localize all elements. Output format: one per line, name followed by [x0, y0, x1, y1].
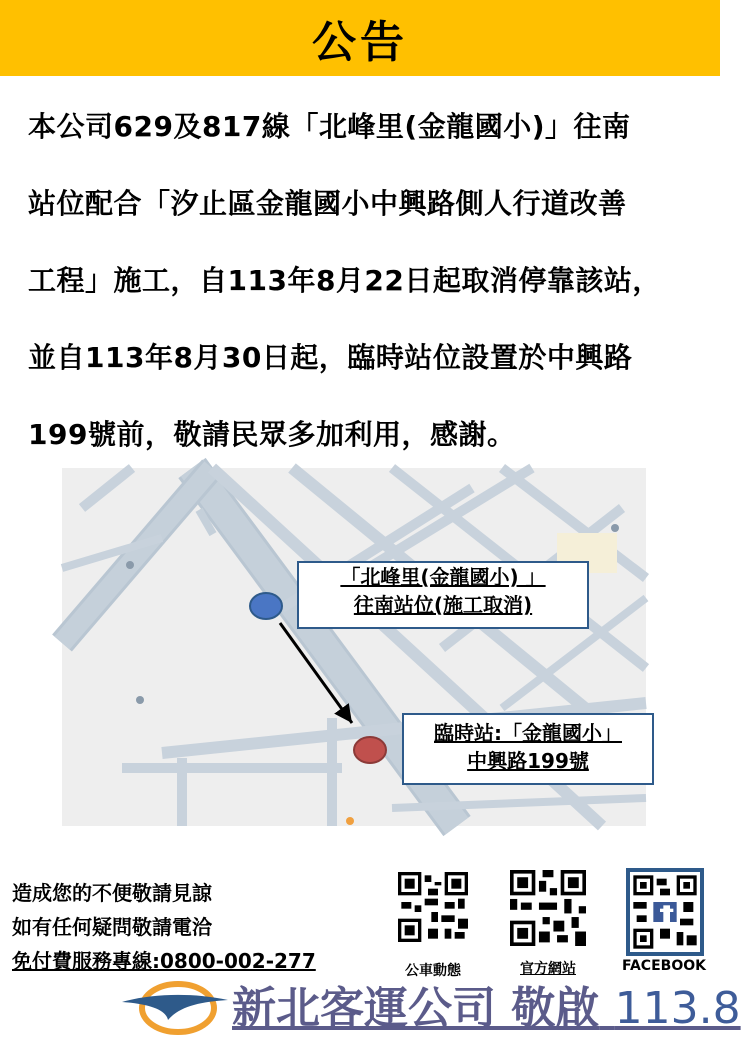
- notice-line: 本公司629及817線「北峰里(金龍國小)」往南: [28, 110, 631, 143]
- hotline-text: 免付費服務專線:0800-002-277: [12, 949, 316, 973]
- qr-code-icon[interactable]: [398, 868, 468, 946]
- apology-text: 造成您的不便敬請見諒: [12, 881, 212, 905]
- poi-icon: [346, 817, 354, 825]
- notice-line: 199號前，敬請民眾多加利用，感謝。: [28, 418, 516, 451]
- temporary-stop-marker: [354, 737, 386, 763]
- qr-code-icon: [630, 872, 700, 952]
- company-logo-icon: [120, 980, 230, 1036]
- cancelled-stop-callout: [297, 561, 589, 629]
- notice-date: 113.8: [614, 983, 741, 1034]
- callout-line: 中興路199號: [467, 749, 589, 773]
- temporary-stop-callout: [402, 713, 654, 785]
- contact-info: [12, 876, 316, 978]
- qr-label-facebook: FACEBOOK: [622, 958, 706, 974]
- callout-line: 「北峰里(金龍國小) 」: [340, 565, 546, 589]
- cancelled-stop-marker: [250, 593, 282, 619]
- callout-line: 往南站位(施工取消): [353, 593, 533, 617]
- poi-icon: [136, 696, 144, 704]
- notice-line: 並自113年8月30日起，臨時站位設置於中興路: [28, 341, 633, 374]
- company-signoff: [232, 982, 741, 1036]
- facebook-qr-frame[interactable]: [626, 868, 704, 956]
- qr-label-bus-status: 公車動態: [405, 963, 461, 979]
- notice-line: 站位配合「汐止區金龍國小中興路側人行道改善: [28, 187, 627, 220]
- company-name: 新北客運公司 敬啟: [232, 983, 600, 1034]
- notice-line: 工程」施工，自113年8月22日起取消停靠該站，: [28, 264, 661, 297]
- inquiry-text: 如有任何疑問敬請電洽: [12, 915, 212, 939]
- page-title: 公告: [312, 17, 408, 68]
- callout-line: 臨時站:「金龍國小」: [434, 721, 622, 745]
- qr-label-website: 官方網站: [520, 961, 576, 977]
- notice-body: [28, 88, 708, 473]
- poi-icon: [126, 561, 134, 569]
- poi-icon: [611, 524, 619, 532]
- notice-banner: [0, 0, 720, 76]
- qr-code-icon[interactable]: [510, 868, 586, 948]
